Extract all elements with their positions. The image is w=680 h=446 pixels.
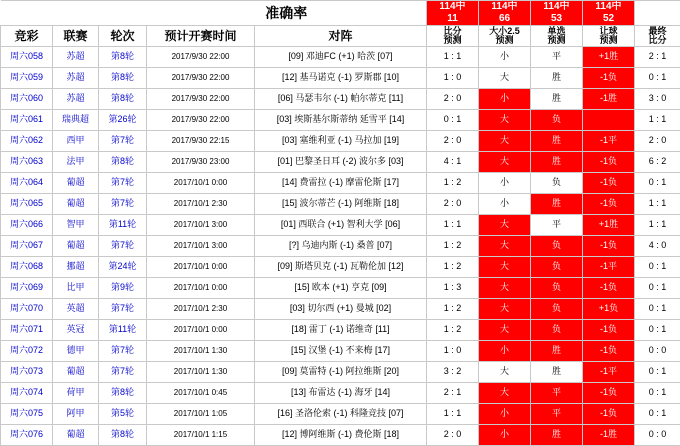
row-final-score: 0 : 1	[635, 383, 680, 404]
row-final-score: 0 : 1	[635, 257, 680, 278]
row-single-pred: 平	[531, 404, 583, 425]
row-code: 周六074	[1, 383, 53, 404]
row-time: 2017/10/1 1:30	[147, 341, 255, 362]
row-single-pred: 胜	[531, 341, 583, 362]
row-time: 2017/9/30 22:15	[147, 131, 255, 152]
table-row	[1, 257, 680, 278]
table-row	[1, 362, 680, 383]
row-round: 第7轮	[99, 194, 147, 215]
row-score-pred: 1 : 1	[427, 215, 479, 236]
row-single-pred: 负	[531, 173, 583, 194]
row-ou-pred: 大	[479, 383, 531, 404]
row-ou-pred: 大	[479, 299, 531, 320]
row-handicap-pred: -1胜	[583, 89, 635, 110]
title-blank-1	[1, 1, 53, 26]
row-code: 周六065	[1, 194, 53, 215]
row-match: [15] 汉堡 (-1) 不来梅 [17]	[255, 341, 427, 362]
table-row	[1, 341, 680, 362]
row-code: 周六076	[1, 425, 53, 446]
table-row	[1, 131, 680, 152]
title-blank-3	[99, 1, 147, 26]
row-handicap-pred: -1负	[583, 194, 635, 215]
stat-header-1	[427, 1, 479, 26]
page-title: 准确率	[147, 1, 427, 26]
col-header-match: 对阵	[255, 26, 427, 47]
col-header-league: 联赛	[53, 26, 99, 47]
row-ou-pred: 大	[479, 362, 531, 383]
row-ou-pred: 小	[479, 404, 531, 425]
row-match: [18] 雷丁 (-1) 诺维奇 [11]	[255, 320, 427, 341]
table-row	[1, 404, 680, 425]
row-match: [03] 埃斯基尔斯蒂纳 延雪平 [14]	[255, 110, 427, 131]
row-code: 周六069	[1, 278, 53, 299]
col-header-jingcai: 竞彩	[1, 26, 53, 47]
row-final-score: 4 : 0	[635, 236, 680, 257]
col-header-single-pred	[531, 26, 583, 47]
row-single-pred: 胜	[531, 152, 583, 173]
title-blank-2	[53, 1, 99, 26]
row-score-pred: 1 : 3	[427, 278, 479, 299]
row-time: 2017/10/1 0:45	[147, 383, 255, 404]
row-single-pred: 负	[531, 236, 583, 257]
ou-pred-l1: 大小2.5	[489, 26, 520, 36]
stat-2-num: 66	[480, 13, 529, 25]
row-round: 第7轮	[99, 362, 147, 383]
row-ou-pred: 大	[479, 110, 531, 131]
row-final-score: 0 : 1	[635, 68, 680, 89]
row-single-pred: 负	[531, 320, 583, 341]
row-final-score: 0 : 0	[635, 341, 680, 362]
row-handicap-pred: +1胜	[583, 47, 635, 68]
row-round: 第7轮	[99, 299, 147, 320]
row-match: [09] 斯塔贝克 (-1) 瓦勒伦加 [12]	[255, 257, 427, 278]
row-score-pred: 1 : 2	[427, 257, 479, 278]
row-league: 葡超	[53, 194, 99, 215]
row-league: 德甲	[53, 341, 99, 362]
col-header-final-score	[635, 26, 680, 47]
row-round: 第8轮	[99, 425, 147, 446]
row-score-pred: 1 : 1	[427, 47, 479, 68]
row-match: [09] 邓迪FC (+1) 哈茨 [07]	[255, 47, 427, 68]
row-time: 2017/10/1 1:15	[147, 425, 255, 446]
table-row	[1, 47, 680, 68]
row-code: 周六071	[1, 320, 53, 341]
row-time: 2017/9/30 22:00	[147, 68, 255, 89]
row-ou-pred: 小	[479, 89, 531, 110]
row-round: 第8轮	[99, 89, 147, 110]
row-match: [15] 欧本 (+1) 亨克 [09]	[255, 278, 427, 299]
row-match: [03] 塞维利亚 (-1) 马拉加 [19]	[255, 131, 427, 152]
stat-header-3	[531, 1, 583, 26]
final-l2: 比分	[648, 35, 666, 45]
table-row	[1, 68, 680, 89]
row-handicap-pred: -1负	[583, 341, 635, 362]
row-code: 周六070	[1, 299, 53, 320]
row-ou-pred: 大	[479, 236, 531, 257]
row-ou-pred: 大	[479, 278, 531, 299]
row-time: 2017/10/1 0:00	[147, 257, 255, 278]
row-handicap-pred: -1负	[583, 236, 635, 257]
row-code: 周六060	[1, 89, 53, 110]
row-league: 苏超	[53, 89, 99, 110]
row-time: 2017/10/1 3:00	[147, 236, 255, 257]
row-time: 2017/9/30 23:00	[147, 152, 255, 173]
stat-2-top: 114中	[480, 1, 529, 13]
row-match: [01] 巴黎圣日耳 (-2) 波尔多 [03]	[255, 152, 427, 173]
row-ou-pred: 大	[479, 320, 531, 341]
row-handicap-pred: -1平	[583, 131, 635, 152]
row-match: [01] 西联合 (+1) 智利大学 [06]	[255, 215, 427, 236]
row-final-score: 0 : 0	[635, 425, 680, 446]
row-single-pred: 平	[531, 47, 583, 68]
row-ou-pred: 大	[479, 257, 531, 278]
row-handicap-pred: -1负	[583, 278, 635, 299]
row-final-score: 0 : 1	[635, 320, 680, 341]
row-handicap-pred: -1负	[583, 404, 635, 425]
row-ou-pred: 大	[479, 152, 531, 173]
table-row	[1, 215, 680, 236]
hcp-pred-l2: 预测	[599, 35, 617, 45]
row-score-pred: 1 : 0	[427, 68, 479, 89]
row-ou-pred: 小	[479, 194, 531, 215]
row-league: 智甲	[53, 215, 99, 236]
col-header-handicap-pred	[583, 26, 635, 47]
table-row	[1, 152, 680, 173]
row-match: [06] 马瑟韦尔 (-1) 帕尔蒂克 [11]	[255, 89, 427, 110]
row-round: 第24轮	[99, 257, 147, 278]
row-final-score: 0 : 1	[635, 278, 680, 299]
row-time: 2017/10/1 0:00	[147, 278, 255, 299]
row-code: 周六059	[1, 68, 53, 89]
table-row	[1, 299, 680, 320]
row-final-score: 0 : 1	[635, 299, 680, 320]
row-final-score: 2 : 1	[635, 47, 680, 68]
row-match: [13] 布雷达 (-1) 海牙 [14]	[255, 383, 427, 404]
row-ou-pred: 小	[479, 173, 531, 194]
stat-3-num: 53	[532, 13, 581, 25]
row-single-pred: 负	[531, 299, 583, 320]
row-final-score: 0 : 1	[635, 404, 680, 425]
table-row	[1, 425, 680, 446]
row-final-score: 2 : 0	[635, 131, 680, 152]
row-code: 周六061	[1, 110, 53, 131]
row-handicap-pred	[583, 110, 635, 131]
row-league: 阿甲	[53, 404, 99, 425]
row-single-pred: 胜	[531, 362, 583, 383]
row-round: 第7轮	[99, 173, 147, 194]
row-round: 第11轮	[99, 215, 147, 236]
stat-header-2	[479, 1, 531, 26]
title-row	[1, 1, 680, 26]
row-match: [?] 乌迪内斯 (-1) 桑普 [07]	[255, 236, 427, 257]
row-handicap-pred: -1平	[583, 362, 635, 383]
row-score-pred: 0 : 1	[427, 110, 479, 131]
row-handicap-pred: -1负	[583, 173, 635, 194]
row-match: [12] 基马诺克 (-1) 罗斯郡 [10]	[255, 68, 427, 89]
row-final-score: 1 : 1	[635, 215, 680, 236]
score-pred-l1: 比分	[443, 26, 461, 36]
table-row	[1, 236, 680, 257]
row-single-pred: 胜	[531, 131, 583, 152]
row-match: [15] 波尔蒂芒 (-1) 阿维斯 [18]	[255, 194, 427, 215]
row-league: 葡超	[53, 362, 99, 383]
stat-3-top: 114中	[532, 1, 581, 13]
row-single-pred: 胜	[531, 194, 583, 215]
row-league: 英超	[53, 299, 99, 320]
row-code: 周六067	[1, 236, 53, 257]
row-league: 法甲	[53, 152, 99, 173]
row-league: 挪超	[53, 257, 99, 278]
row-score-pred: 2 : 0	[427, 425, 479, 446]
col-header-time: 预计开赛时间	[147, 26, 255, 47]
title-blank-4	[635, 1, 680, 26]
row-league: 葡超	[53, 425, 99, 446]
stat-header-4	[583, 1, 635, 26]
row-time: 2017/10/1 1:30	[147, 362, 255, 383]
row-code: 周六064	[1, 173, 53, 194]
table-row	[1, 194, 680, 215]
row-score-pred: 2 : 0	[427, 89, 479, 110]
row-round: 第11轮	[99, 320, 147, 341]
single-pred-l1: 单选	[547, 26, 565, 36]
stat-4-num: 52	[584, 13, 633, 25]
row-single-pred: 平	[531, 383, 583, 404]
stat-1-top: 114中	[428, 1, 477, 13]
row-handicap-pred: -1负	[583, 383, 635, 404]
row-single-pred: 负	[531, 278, 583, 299]
col-header-round: 轮次	[99, 26, 147, 47]
score-pred-l2: 预测	[443, 35, 461, 45]
row-code: 周六075	[1, 404, 53, 425]
row-round: 第8轮	[99, 152, 147, 173]
final-l1: 最终	[648, 26, 666, 36]
hcp-pred-l1: 让球	[599, 26, 617, 36]
row-league: 英冠	[53, 320, 99, 341]
row-time: 2017/10/1 0:00	[147, 173, 255, 194]
row-round: 第7轮	[99, 341, 147, 362]
col-header-score-pred	[427, 26, 479, 47]
row-code: 周六063	[1, 152, 53, 173]
row-league: 瑞典超	[53, 110, 99, 131]
row-match: [09] 莫雷特 (-1) 阿拉维斯 [20]	[255, 362, 427, 383]
row-score-pred: 3 : 2	[427, 362, 479, 383]
row-handicap-pred: +1负	[583, 299, 635, 320]
row-league: 葡超	[53, 173, 99, 194]
row-final-score: 6 : 2	[635, 152, 680, 173]
row-single-pred: 负	[531, 110, 583, 131]
row-handicap-pred: +1胜	[583, 215, 635, 236]
table-row	[1, 278, 680, 299]
row-final-score: 0 : 1	[635, 362, 680, 383]
row-league: 西甲	[53, 131, 99, 152]
row-handicap-pred: -1负	[583, 68, 635, 89]
row-code: 周六068	[1, 257, 53, 278]
stat-1-num: 11	[428, 13, 477, 25]
row-round: 第8轮	[99, 47, 147, 68]
row-league: 荷甲	[53, 383, 99, 404]
row-score-pred: 1 : 2	[427, 320, 479, 341]
row-round: 第7轮	[99, 131, 147, 152]
row-match: [03] 切尔西 (+1) 曼城 [02]	[255, 299, 427, 320]
row-round: 第8轮	[99, 383, 147, 404]
row-single-pred: 负	[531, 257, 583, 278]
row-handicap-pred: -1负	[583, 152, 635, 173]
row-final-score: 3 : 0	[635, 89, 680, 110]
table-row	[1, 89, 680, 110]
row-code: 周六058	[1, 47, 53, 68]
row-ou-pred: 大	[479, 68, 531, 89]
row-match: [16] 圣洛伦索 (-1) 科隆竞技 [07]	[255, 404, 427, 425]
row-time: 2017/10/1 2:30	[147, 194, 255, 215]
row-match: [14] 费雷拉 (-1) 摩雷伦斯 [17]	[255, 173, 427, 194]
table-row	[1, 320, 680, 341]
row-round: 第26轮	[99, 110, 147, 131]
row-time: 2017/10/1 2:30	[147, 299, 255, 320]
row-score-pred: 1 : 1	[427, 404, 479, 425]
col-header-ou-pred	[479, 26, 531, 47]
row-single-pred: 胜	[531, 425, 583, 446]
row-score-pred: 2 : 0	[427, 194, 479, 215]
column-header-row	[1, 26, 680, 47]
row-code: 周六062	[1, 131, 53, 152]
row-single-pred: 平	[531, 215, 583, 236]
row-score-pred: 1 : 2	[427, 173, 479, 194]
row-score-pred: 1 : 2	[427, 299, 479, 320]
row-round: 第9轮	[99, 278, 147, 299]
row-final-score: 0 : 1	[635, 173, 680, 194]
row-score-pred: 1 : 0	[427, 341, 479, 362]
row-single-pred: 胜	[531, 68, 583, 89]
table-row	[1, 383, 680, 404]
table-row	[1, 110, 680, 131]
ou-pred-l2: 预测	[495, 35, 513, 45]
row-time: 2017/10/1 3:00	[147, 215, 255, 236]
row-final-score: 1 : 1	[635, 194, 680, 215]
row-league: 比甲	[53, 278, 99, 299]
row-ou-pred: 大	[479, 215, 531, 236]
row-score-pred: 2 : 0	[427, 131, 479, 152]
row-ou-pred: 小	[479, 47, 531, 68]
row-league: 苏超	[53, 47, 99, 68]
row-single-pred: 胜	[531, 89, 583, 110]
table-row	[1, 173, 680, 194]
row-code: 周六072	[1, 341, 53, 362]
row-handicap-pred: -1胜	[583, 425, 635, 446]
row-code: 周六066	[1, 215, 53, 236]
row-time: 2017/10/1 1:05	[147, 404, 255, 425]
row-match: [12] 博阿维斯 (-1) 费伦斯 [18]	[255, 425, 427, 446]
row-league: 苏超	[53, 68, 99, 89]
row-league: 葡超	[53, 236, 99, 257]
row-time: 2017/9/30 22:00	[147, 89, 255, 110]
row-round: 第8轮	[99, 68, 147, 89]
stat-4-top: 114中	[584, 1, 633, 13]
single-pred-l2: 预测	[547, 35, 565, 45]
row-score-pred: 1 : 2	[427, 236, 479, 257]
row-handicap-pred: -1平	[583, 257, 635, 278]
row-round: 第5轮	[99, 404, 147, 425]
row-handicap-pred: -1负	[583, 320, 635, 341]
row-ou-pred: 大	[479, 131, 531, 152]
row-code: 周六073	[1, 362, 53, 383]
row-score-pred: 4 : 1	[427, 152, 479, 173]
row-ou-pred: 小	[479, 341, 531, 362]
row-time: 2017/9/30 22:00	[147, 47, 255, 68]
row-time: 2017/10/1 0:00	[147, 320, 255, 341]
row-score-pred: 2 : 1	[427, 383, 479, 404]
row-final-score: 1 : 1	[635, 110, 680, 131]
row-round: 第7轮	[99, 236, 147, 257]
row-time: 2017/9/30 22:00	[147, 110, 255, 131]
row-ou-pred: 小	[479, 425, 531, 446]
